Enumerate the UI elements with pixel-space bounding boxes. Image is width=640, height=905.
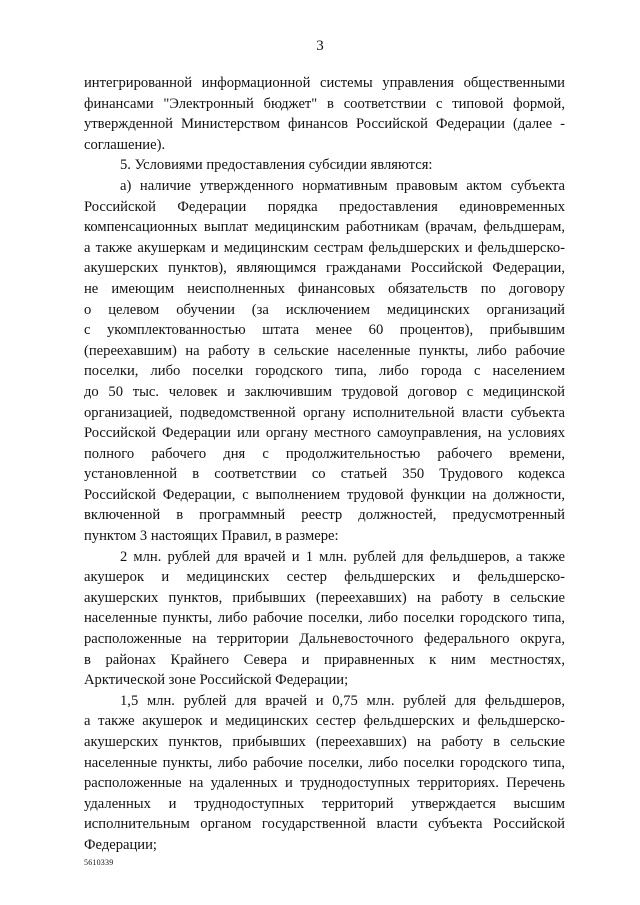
text-line: исполнительным органом государственной власти субъекта Российской bbox=[84, 816, 565, 833]
text-line: не имеющим неисполненных финансовых обязательств по договору bbox=[84, 280, 565, 297]
body-text bbox=[84, 73, 565, 856]
text-line: акушерок и медицинских сестер фельдшерских и фельдшерско- bbox=[84, 569, 565, 586]
text-line: с укомплектованностью штата менее 60 процентов), прибывшим bbox=[84, 322, 565, 339]
text-line: установленной в соответствии со статьей 350 Трудового кодекса bbox=[84, 466, 565, 483]
text-line: 2 млн. рублей для врачей и 1 млн. рублей для фельдшеров, а также bbox=[120, 548, 565, 565]
text-line: включенной в программный реестр должностей, предусмотренный bbox=[84, 507, 565, 524]
text-line: удаленных и труднодоступных территорий утверждается высшим bbox=[84, 795, 565, 812]
text-line: расположенные на удаленных и труднодоступных территориях. Перечень bbox=[84, 775, 565, 792]
text-line: полного рабочего дня с продолжительностью рабочего времени, bbox=[84, 445, 565, 462]
text-line: компенсационных выплат медицинским работникам (врачам, фельдшерам, bbox=[84, 219, 565, 236]
text-line: Российской Федерации порядка предоставления единовременных bbox=[84, 198, 565, 215]
text-line: интегрированной информационной системы управления общественными bbox=[84, 75, 565, 91]
text-line: Федерации; bbox=[84, 836, 157, 853]
text-line: а) наличие утвержденного нормативным правовым актом субъекта bbox=[120, 177, 565, 194]
text-line: населенные пункты, либо рабочие поселки, либо поселки городского типа, bbox=[84, 754, 565, 771]
text-line: 5. Условиями предоставления субсидии являются: bbox=[120, 157, 433, 174]
text-line: до 50 тыс. человек и заключившим трудовой договор с медицинской bbox=[84, 383, 565, 400]
text-line: соглашение). bbox=[84, 136, 166, 153]
text-line: акушерских пунктов, прибывших (переехавших) на работу в сельские bbox=[84, 734, 565, 750]
text-line: финансами "Электронный бюджет" в соответствии с типовой формой, bbox=[84, 95, 565, 112]
text-line: акушерских пунктов), являющимся гражданами Российской Федерации, bbox=[84, 260, 565, 277]
text-line: населенные пункты, либо рабочие поселки, либо поселки городского типа, bbox=[84, 610, 565, 627]
text-line: поселки, либо поселки городского типа, либо города с населением bbox=[84, 363, 565, 380]
text-line: а также акушерок и медицинских сестер фельдшерских и фельдшерско- bbox=[84, 713, 565, 730]
text-line: акушерских пунктов, прибывших (переехавших) на работу в сельские bbox=[84, 589, 565, 606]
text-line: пунктом 3 настоящих Правил, в размере: bbox=[84, 528, 339, 545]
document-code: 5610339 bbox=[84, 858, 114, 867]
text-line: утвержденной Министерством финансов Российской Федерации (далее - bbox=[84, 116, 565, 133]
page-number: 3 bbox=[316, 38, 324, 54]
text-line: расположенные на территории Дальневосточного федерального округа, bbox=[84, 631, 565, 648]
text-line: а также акушеркам и медицинским сестрам фельдшерских и фельдшерско- bbox=[84, 239, 565, 256]
text-line: 1,5 млн. рублей для врачей и 0,75 млн. рублей для фельдшеров, bbox=[120, 692, 565, 709]
text-line: Российской Федерации или органу местного самоуправления, на условиях bbox=[84, 425, 565, 442]
text-line: Арктической зоне Российской Федерации; bbox=[84, 672, 349, 689]
text-line: о целевом обучении (за исключением медицинских организаций bbox=[84, 301, 565, 318]
text-line: (переехавшим) на работу в сельские населенные пункты, либо рабочие bbox=[84, 342, 565, 359]
text-line: Российской Федерации, с выполнением трудовой функции на должности, bbox=[84, 486, 565, 503]
text-line: организацией, подведомственной органу исполнительной власти субъекта bbox=[84, 404, 565, 421]
text-line: в районах Крайнего Севера и приравненных к ним местностях, bbox=[84, 651, 565, 668]
